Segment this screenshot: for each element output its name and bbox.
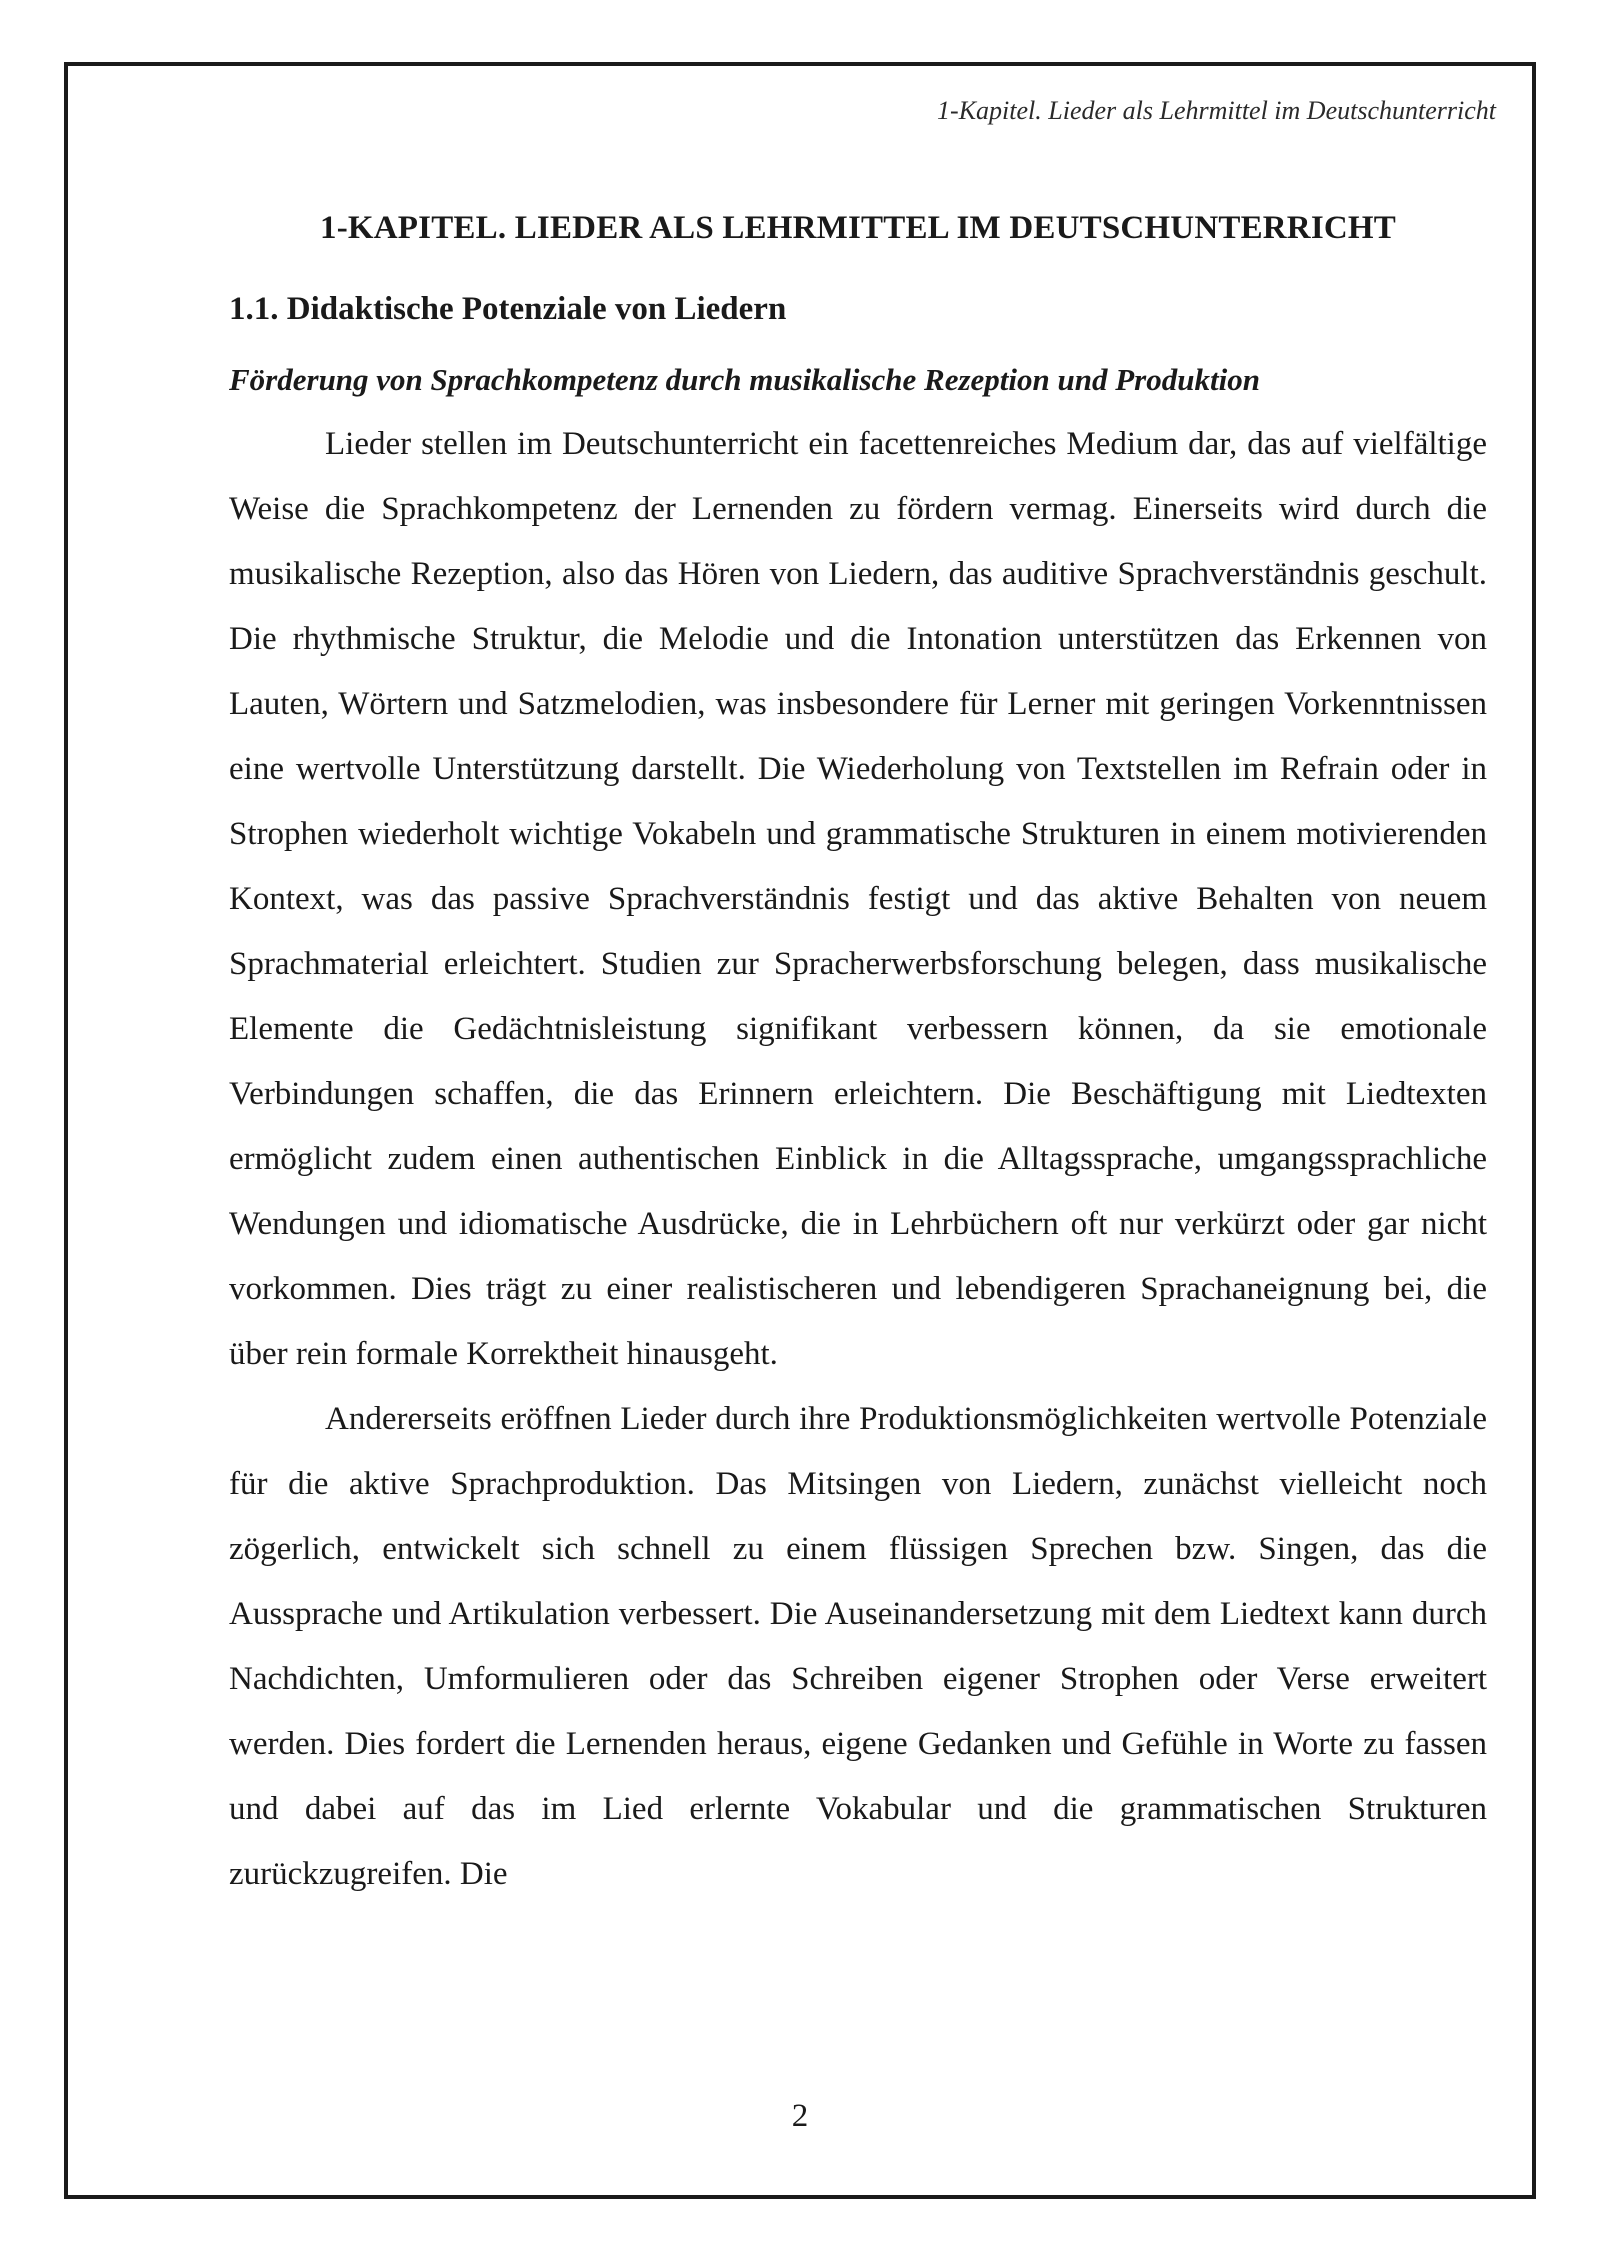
subsection-heading: Förderung von Sprachkompetenz durch musikalische Rezeption und Produktion — [229, 362, 1260, 397]
chapter-title: 1-KAPITEL. LIEDER ALS LEHRMITTEL IM DEUTSCHUNTERRICHT — [320, 210, 1396, 246]
page-content — [229, 210, 1487, 1907]
page-number: 2 — [791, 2098, 809, 2134]
running-header: 1-Kapitel. Lieder als Lehrmittel im Deutschunterricht — [937, 96, 1496, 125]
section-heading: 1.1. Didaktische Potenziale von Liedern — [229, 291, 787, 327]
body-paragraph-2: Andererseits eröffnen Lieder durch ihre Produktionsmöglichkeiten wertvolle Potenziale für die aktive Sprachproduktion. Das Mitsingen von Liedern, zunächst vielleicht noch zögerlich, entwickelt sich schnell zu einem flüssigen Sprechen bzw. Singen, das die Aussprache und Artikulation verbessert. Die Auseinandersetzung mit dem Liedtext kann durch Nachdichten, Umformulieren oder das Schreiben eigener Strophen oder Verse erweitert werden. Dies fordert die Lernenden heraus, eigene Gedanken und Gefühle in Worte zu fassen und dabei auf das im Lied erlernte Vokabular und die grammatischen Strukturen zurückzugreifen. Die — [229, 1401, 1487, 1892]
body-paragraph-1: Lieder stellen im Deutschunterricht ein facettenreiches Medium dar, das auf vielfältige Weise die Sprachkompetenz der Lernenden zu fördern vermag. Einerseits wird durch die musikalische Rezeption, also das Hören von Liedern, das auditive Sprachverständnis geschult. Die rhythmische Struktur, die Melodie und die Intonation unterstützen das Erkennen von Lauten, Wörtern und Satzmelodien, was insbesondere für Lerner mit geringen Vorkenntnissen eine wertvolle Unterstützung darstellt. Die Wiederholung von Textstellen im Refrain oder in Strophen wiederholt wichtige Vokabeln und grammatische Strukturen in einem motivierenden Kontext, was das passive Sprachverständnis festigt und das aktive Behalten von neuem Sprachmaterial erleichtert. Studien zur Spracherwerbsforschung belegen, dass musikalische Elemente die Gedächtnisleistung signifikant verbessern können, da sie emotionale Verbindungen schaffen, die das Erinnern erleichtern. Die Beschäftigung mit Liedtexten ermöglicht zudem einen authentischen Einblick in die Alltagssprache, umgangssprachliche Wendungen und idiomatische Ausdrücke, die in Lehrbüchern oft nur verkürzt oder gar nicht vorkommen. Dies trägt zu einer realistischeren und lebendigeren Sprachaneignung bei, die über rein formale Korrektheit hinausgeht. — [229, 426, 1487, 1372]
